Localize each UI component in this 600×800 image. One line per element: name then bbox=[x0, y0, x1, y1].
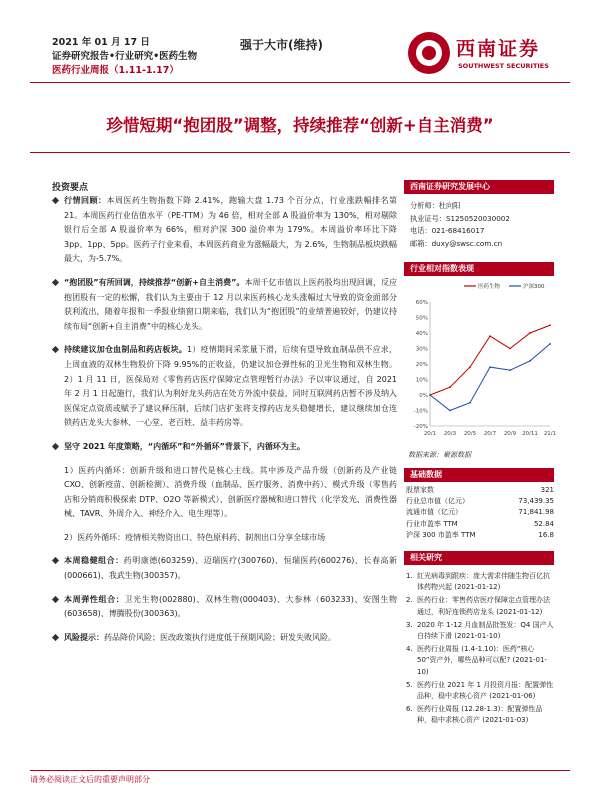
chart-y-tick: -20% bbox=[413, 424, 428, 430]
related-research-title: 相关研究 bbox=[404, 551, 554, 565]
related-number: 1. bbox=[406, 572, 413, 581]
chart-x-tick: 20/5 bbox=[463, 431, 477, 437]
paragraph-text: 本周医药生物指数下降 2.41%，跑输大盘 1.73 个百分点，行业涨跌幅排名第 21。本周医药行业估值水平（PE-TTM）为 46 倍，相对全部 A 股溢价率为 130%，相对剔除银行后全部 A 股溢价率为 66%，相对沪深 300 溢价率为 179%。本周溢价率环比下降 3pp、1pp、5pp。医药子行业来看，本周医药商业为涨幅最大，为 2.6%，生物制品板块跌幅最大，为-5.7%。 bbox=[64, 196, 398, 264]
bullet-icon bbox=[52, 443, 59, 450]
related-research-item[interactable] bbox=[406, 620, 554, 642]
summary-paragraph bbox=[52, 343, 397, 431]
paragraph-lead: 坚守 2021 年度策略，“内循环”和“外循环”背景下，内循环为主。 bbox=[64, 441, 305, 451]
chart-source: 数据来源：聚源数据 bbox=[408, 451, 471, 459]
related-title: 医药行业周报 (12.28-1.3)：配置弹性品种，稳中求核心资产 (2021-01-03) bbox=[417, 705, 543, 725]
related-title: 医药行业 2021 年 1 月投资月报：配置弹性品种，稳中求核心资产 (2021-01-06) bbox=[417, 680, 554, 701]
chart-y-tick: 60% bbox=[415, 300, 428, 306]
basic-data-row bbox=[406, 519, 554, 530]
chart-y-tick: 50% bbox=[415, 315, 428, 322]
basic-data-key: 流通市值（亿元） bbox=[406, 508, 462, 517]
basic-data-row bbox=[406, 485, 554, 496]
paragraph-lead: “抱团股”有所回调，持续推荐“创新+自主消费”。 bbox=[64, 277, 245, 287]
chart-series-line bbox=[430, 344, 550, 411]
related-title: 医药行业：零售药店医疗保障定点管理办法通过，利好连锁药店龙头 (2021-01-12) bbox=[417, 596, 550, 616]
footer-disclaimer: 请务必阅读正文后的重要声明部分 bbox=[30, 775, 150, 784]
chart-point bbox=[469, 402, 471, 404]
basic-data-value: 52.84 bbox=[533, 519, 554, 528]
basic-data-row bbox=[406, 496, 554, 507]
chart-legend-label: 沪深300 bbox=[523, 284, 545, 290]
basic-data-table bbox=[404, 482, 554, 541]
summary-paragraph bbox=[52, 464, 397, 522]
chart-y-tick: 30% bbox=[415, 346, 428, 353]
summary-paragraph bbox=[52, 440, 397, 455]
paragraph-text: 卫光生物(002880)、双林生物(000403)、大参林（603233)、安图生物(603658)、博腾股份(300363)。 bbox=[64, 594, 397, 619]
related-title: 紅光病毒到跟疾：庞大需求伴随生物百亿抗体药物兴起 (2021-01-12) bbox=[417, 572, 550, 592]
chart-point bbox=[509, 348, 511, 350]
chart-point bbox=[449, 410, 451, 412]
basic-data-value: 321 bbox=[540, 486, 554, 494]
paragraph-lead: 行情回顾： bbox=[64, 196, 107, 205]
related-number: 4. bbox=[406, 645, 413, 654]
rating: 强于大市(维持) bbox=[240, 38, 323, 52]
chart-x-tick: 20/9 bbox=[503, 431, 517, 437]
company-logo bbox=[408, 32, 568, 76]
chart-point bbox=[429, 394, 431, 396]
chart-x-tick: 20/3 bbox=[443, 431, 457, 437]
related-research-item[interactable] bbox=[406, 595, 554, 617]
chart-y-tick: 10% bbox=[415, 377, 428, 384]
chart-point bbox=[469, 366, 471, 368]
chart-y-tick: 40% bbox=[415, 331, 428, 337]
related-number: 2. bbox=[406, 596, 413, 605]
chart-x-tick: 21/1 bbox=[543, 431, 557, 437]
summary-paragraph bbox=[52, 531, 397, 546]
chart-y-tick: -10% bbox=[413, 408, 428, 415]
basic-data-value: 16.8 bbox=[538, 530, 554, 539]
basic-data-row bbox=[406, 507, 554, 518]
related-research-list bbox=[404, 565, 554, 727]
related-number: 3. bbox=[406, 620, 413, 629]
bullet-icon bbox=[52, 596, 59, 603]
report-date: 2021 年 01 月 17 日 bbox=[52, 37, 150, 48]
title-divider bbox=[30, 152, 570, 153]
report-header-info bbox=[52, 36, 197, 78]
summary-paragraph bbox=[52, 593, 397, 622]
report-series: 医药行业周报（1.11-1.17） bbox=[52, 65, 179, 76]
paragraph-text: 2）医药外循环：疫情相关物资出口、特色原料药、制剂出口分享全球市场 bbox=[64, 532, 326, 542]
chart-x-tick: 20/1 bbox=[423, 431, 437, 437]
paragraph-lead: 本周稳健组合： bbox=[64, 556, 124, 566]
related-research-item[interactable] bbox=[406, 704, 554, 726]
related-title: 医药行业周报 (1.4-1.10)：医药“核心50”资产外，哪些品种可以配? (2021-01-10) bbox=[417, 645, 547, 676]
sidebar bbox=[404, 180, 557, 729]
header-divider bbox=[30, 82, 570, 83]
dept-title: 西南证券研究发展中心 bbox=[404, 180, 554, 194]
paragraph-lead: 本周弹性组合： bbox=[64, 594, 125, 604]
bullet-icon bbox=[52, 346, 59, 353]
paragraph-lead: 风险提示： bbox=[64, 632, 104, 642]
chart-point bbox=[489, 335, 491, 337]
paragraph-text: 1）疫情期间采浆量下滑，后续有望导致血制品供不应求，上周血液的双林生物股价下降 9.95%的正收益，仍建议加仓弹性标的卫光生物和双林生物。2）1 月 11 日，医保局对《零售药店医疗保障定点管理暂行办法》予以审议通过，自 2021 年 2 月 1 日起施行，我们认为利好龙头药店在处方外流中获益，同时互联网药店暂不涉及纳入医保定点资质或赋予了建议释压制，后续门店扩张将支撑药店龙头稳健增长，建议继续加仓连锁药店龙头大参林、一心堂、老百姓、益丰药房等。 bbox=[64, 345, 397, 428]
related-number: 6. bbox=[406, 705, 413, 714]
summary-body bbox=[52, 194, 397, 654]
chart-legend-label: 医药生物 bbox=[478, 284, 501, 290]
basic-data-key: 股票家数 bbox=[406, 486, 434, 494]
paragraph-text: 药品降价风险；医改政策执行进度低于预期风险；研发失败风险。 bbox=[104, 632, 336, 642]
basic-data-value: 71,841.98 bbox=[518, 508, 554, 517]
related-research-item[interactable] bbox=[406, 571, 554, 593]
chart-point bbox=[529, 332, 531, 334]
chart-point bbox=[549, 343, 551, 345]
related-number: 5. bbox=[406, 680, 413, 689]
chart-point bbox=[489, 366, 491, 368]
chart-point bbox=[449, 386, 451, 388]
basic-data-key: 行业总市值（亿元） bbox=[406, 497, 469, 506]
bullet-icon bbox=[52, 557, 59, 564]
chart-point bbox=[549, 324, 551, 326]
analyst-info bbox=[404, 194, 554, 250]
basic-data-title: 基础数据 bbox=[404, 468, 554, 482]
footer-divider bbox=[30, 770, 570, 771]
analyst-license: 执业证号：S1250520030002 bbox=[410, 213, 510, 223]
paragraph-lead: 持续建议加仓血制品和药店板块。 bbox=[64, 345, 187, 355]
chart-point bbox=[509, 369, 511, 371]
logo-text-cn: 西南证券 bbox=[456, 38, 541, 60]
analyst-phone: 电话：021-68416017 bbox=[410, 226, 485, 235]
basic-data-key: 沪深 300 市盈率 TTM bbox=[406, 530, 476, 539]
summary-paragraph bbox=[52, 194, 397, 267]
summary-heading: 投资要点 bbox=[52, 183, 89, 193]
chart-y-tick: 0% bbox=[419, 393, 428, 399]
analyst-email[interactable]: 邮箱：duxy@swsc.com.cn bbox=[410, 238, 503, 248]
related-title: 2020 年 1-12 月血制品批签发：Q4 国产人白持续下滑 (2021-01-10) bbox=[417, 620, 554, 641]
summary-paragraph bbox=[52, 554, 397, 583]
logo-mark-icon bbox=[408, 32, 450, 74]
bullet-icon bbox=[52, 634, 59, 641]
analyst-name: 分析师：杜向阳 bbox=[410, 201, 461, 210]
related-research-item[interactable] bbox=[406, 644, 554, 678]
chart-svg bbox=[404, 276, 557, 448]
chart-title: 行业相对指数表现 bbox=[404, 262, 554, 276]
report-type: 证券研究报告•行业研究•医药生物 bbox=[52, 51, 198, 62]
basic-data-row bbox=[406, 530, 554, 541]
paragraph-text: 1）医药内循环：创新升级和进口替代是核心主线。其中涉及产品升级（创新药及产业链 CXO、创新疫苗、创新检测）、消费升级（血制品、医疗服务、消费中药）、模式升级（零售药店和分销商积极探索 DTP、O2O 等新模式）、创新医疗器械和进口替代（化学发光、消费性器械、TAVR、外周介入、神经介入、电生理等）。 bbox=[64, 465, 397, 519]
chart-point bbox=[529, 360, 531, 362]
related-research-item[interactable] bbox=[406, 680, 554, 702]
page-title: 珍惜短期“抱团股”调整，持续推荐“创新+自主消费” bbox=[106, 116, 494, 135]
relative-index-chart bbox=[404, 276, 557, 448]
summary-paragraph bbox=[52, 276, 397, 334]
bullet-icon bbox=[52, 279, 59, 286]
paragraph-text: 本周千亿市值以上医药股均出现回调，反应抱团股有一定的松懈，我们认为主要由于 12 月以来医药核心龙头涨幅过大导致的资金面部分获利流出，随着年报和一季报业绩窗口期来临，我们认为“抱团股”的业绩普遍较好，仍建议持续布局“创新+自主消费”中的核心龙头。 bbox=[64, 277, 398, 331]
chart-x-tick: 20/11 bbox=[522, 431, 538, 437]
basic-data-key: 行业市盈率 TTM bbox=[406, 519, 458, 528]
paragraph-text: 药明康德(603259)、迈瑞医疗(300760)、恒瑞医药(600276)、长春高新(000661)、我武生物(300357)。 bbox=[64, 556, 398, 581]
basic-data-value: 73,439.35 bbox=[518, 497, 554, 506]
chart-y-tick: 20% bbox=[415, 362, 428, 368]
summary-paragraph bbox=[52, 631, 397, 646]
bullet-icon bbox=[52, 197, 59, 204]
chart-x-tick: 20/7 bbox=[483, 431, 497, 437]
logo-text-en: SOUTHWEST SECURITIES bbox=[458, 62, 549, 70]
